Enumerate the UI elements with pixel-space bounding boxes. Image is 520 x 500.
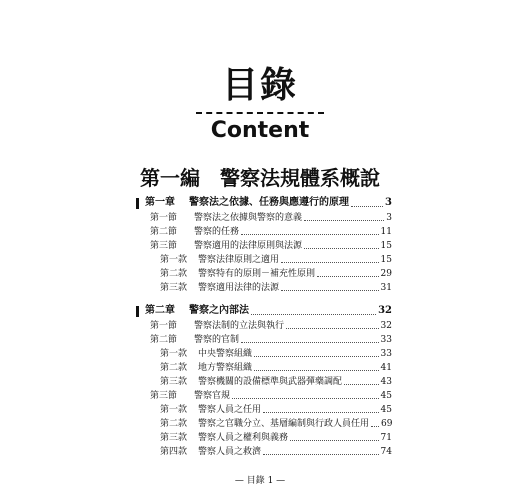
dot-leader	[251, 314, 376, 315]
toc-entry-title: 警察機關的設備標準與武器彈藥調配	[198, 377, 343, 387]
toc-page-number: 15	[380, 255, 392, 265]
toc-entry-title: 警察之官職分立、基層編制與行政人員任用	[198, 419, 370, 429]
toc-item-row[interactable]	[136, 361, 392, 375]
toc-entry-label	[160, 281, 279, 295]
toc-item-row[interactable]	[136, 281, 392, 295]
title-divider	[196, 112, 324, 114]
toc-entry-label	[160, 445, 261, 459]
toc-entry-title: 警察之內部法	[189, 305, 249, 316]
toc-entry-number: 第三款	[160, 433, 188, 443]
dot-leader	[344, 384, 379, 385]
toc-entry-title: 警察法之依據與警察的意義	[194, 213, 303, 223]
toc-entry-label	[160, 267, 315, 281]
toc-entry-title: 警察人員之任用	[198, 405, 262, 415]
toc-page-number: 3	[386, 213, 392, 223]
toc-entry-title: 警察適用法律的法源	[198, 283, 280, 293]
toc-entry-title: 警察特有的原則－補充性原則	[198, 269, 316, 279]
toc-entry-title: 警察官規	[194, 391, 231, 401]
toc-section-row[interactable]	[136, 211, 392, 225]
toc-entry-title: 地方警察組織	[198, 363, 253, 373]
dot-leader	[241, 342, 379, 343]
toc-page-number: 33	[380, 349, 392, 359]
toc-entry-label	[150, 389, 230, 403]
toc-entry-number: 第一節	[150, 213, 178, 223]
toc-entry-number: 第二節	[150, 335, 178, 345]
toc-entry-number: 第三款	[160, 377, 188, 387]
toc-item-row[interactable]	[136, 267, 392, 281]
toc-page-number: 15	[380, 241, 392, 251]
toc-page-number: 31	[380, 283, 392, 293]
toc-entry-label	[160, 375, 342, 389]
toc-entry-title: 警察適用的法律原則與法源	[194, 241, 303, 251]
toc-section-row[interactable]	[136, 319, 392, 333]
toc-entry-label	[145, 303, 249, 319]
toc-page-number: 3	[385, 197, 392, 208]
toc-page-number: 45	[380, 405, 392, 415]
dot-leader	[351, 206, 383, 207]
toc-entry-label	[150, 239, 302, 253]
dot-leader	[263, 412, 379, 413]
dot-leader	[254, 356, 379, 357]
toc-section-row[interactable]	[136, 389, 392, 403]
toc-chapter-row[interactable]	[136, 303, 392, 319]
toc-entry-number: 第三節	[150, 241, 178, 251]
toc-entry-number: 第三節	[150, 391, 178, 401]
toc-entry-number: 第一款	[160, 405, 188, 415]
toc-page-number: 71	[380, 433, 392, 443]
toc-entry-label	[145, 195, 349, 211]
part-title: 第一編 警察法規體系概說	[140, 166, 380, 190]
toc-entry-title: 警察人員之救濟	[198, 447, 262, 457]
toc-chapter-row[interactable]	[136, 195, 392, 211]
toc-entry-number: 第二款	[160, 419, 188, 429]
toc-entry-number: 第一款	[160, 255, 188, 265]
toc-entry-number: 第二款	[160, 269, 188, 279]
toc-page-number: 29	[380, 269, 392, 279]
toc-item-row[interactable]	[136, 375, 392, 389]
toc-entry-label	[160, 361, 252, 375]
toc-entry-title: 警察法之依據、任務與應遵行的原理	[189, 197, 349, 208]
toc-entry-title: 警察人員之權利與義務	[198, 433, 289, 443]
dot-leader	[254, 370, 379, 371]
page-footer: — 目錄 1 —	[234, 476, 286, 486]
toc-entry-label	[160, 253, 279, 267]
toc-entry-label	[150, 333, 239, 347]
toc-entry-number: 第二節	[150, 227, 178, 237]
toc-entry-number: 第四款	[160, 447, 188, 457]
toc-entry-label	[160, 431, 288, 445]
toc-entry-title: 警察法制的立法與執行	[194, 321, 285, 331]
toc-entry-number: 第一章	[145, 197, 175, 208]
dot-leader	[290, 440, 379, 441]
dot-leader	[317, 276, 379, 277]
table-of-contents	[136, 195, 392, 459]
dot-leader	[241, 234, 379, 235]
toc-page-number: 11	[380, 227, 392, 237]
dot-leader	[286, 328, 379, 329]
dot-leader	[371, 426, 379, 427]
toc-section-row[interactable]	[136, 239, 392, 253]
toc-entry-number: 第一節	[150, 321, 178, 331]
toc-item-row[interactable]	[136, 403, 392, 417]
dot-leader	[304, 220, 384, 221]
toc-entry-label	[160, 347, 252, 361]
toc-entry-label	[150, 225, 239, 239]
dot-leader	[281, 262, 379, 263]
toc-item-row[interactable]	[136, 431, 392, 445]
toc-entry-title: 警察法律原則之適用	[198, 255, 280, 265]
page-title: 目錄	[221, 65, 298, 106]
toc-entry-number: 第二款	[160, 363, 188, 373]
toc-page-number: 32	[380, 321, 392, 331]
toc-entry-title: 中央警察組織	[198, 349, 253, 359]
toc-entry-number: 第一款	[160, 349, 188, 359]
toc-page-number: 45	[380, 391, 392, 401]
toc-section-row[interactable]	[136, 225, 392, 239]
dot-leader	[304, 248, 379, 249]
dot-leader	[263, 454, 379, 455]
page-subtitle: Content	[210, 118, 310, 143]
chapter-marker-icon	[136, 306, 139, 317]
toc-entry-title: 警察的任務	[194, 227, 240, 237]
toc-item-row[interactable]	[136, 417, 392, 431]
dot-leader	[281, 290, 379, 291]
toc-page-number: 33	[380, 335, 392, 345]
toc-section-row[interactable]	[136, 333, 392, 347]
toc-item-row[interactable]	[136, 445, 392, 459]
toc-item-row[interactable]	[136, 253, 392, 267]
toc-page-number: 41	[380, 363, 392, 373]
toc-page-number: 74	[380, 447, 392, 457]
chapter-marker-icon	[136, 198, 139, 209]
toc-entry-label	[150, 211, 302, 225]
toc-entry-title: 警察的官制	[194, 335, 240, 345]
toc-page-number: 43	[380, 377, 392, 387]
toc-entry-number: 第三款	[160, 283, 188, 293]
toc-entry-label	[160, 403, 261, 417]
toc-item-row[interactable]	[136, 347, 392, 361]
toc-page-number: 69	[381, 419, 393, 429]
toc-gap	[136, 295, 392, 303]
dot-leader	[232, 398, 379, 399]
toc-page-number: 32	[378, 305, 392, 316]
toc-entry-label	[160, 417, 369, 431]
toc-entry-number: 第二章	[145, 305, 175, 316]
toc-entry-label	[150, 319, 284, 333]
